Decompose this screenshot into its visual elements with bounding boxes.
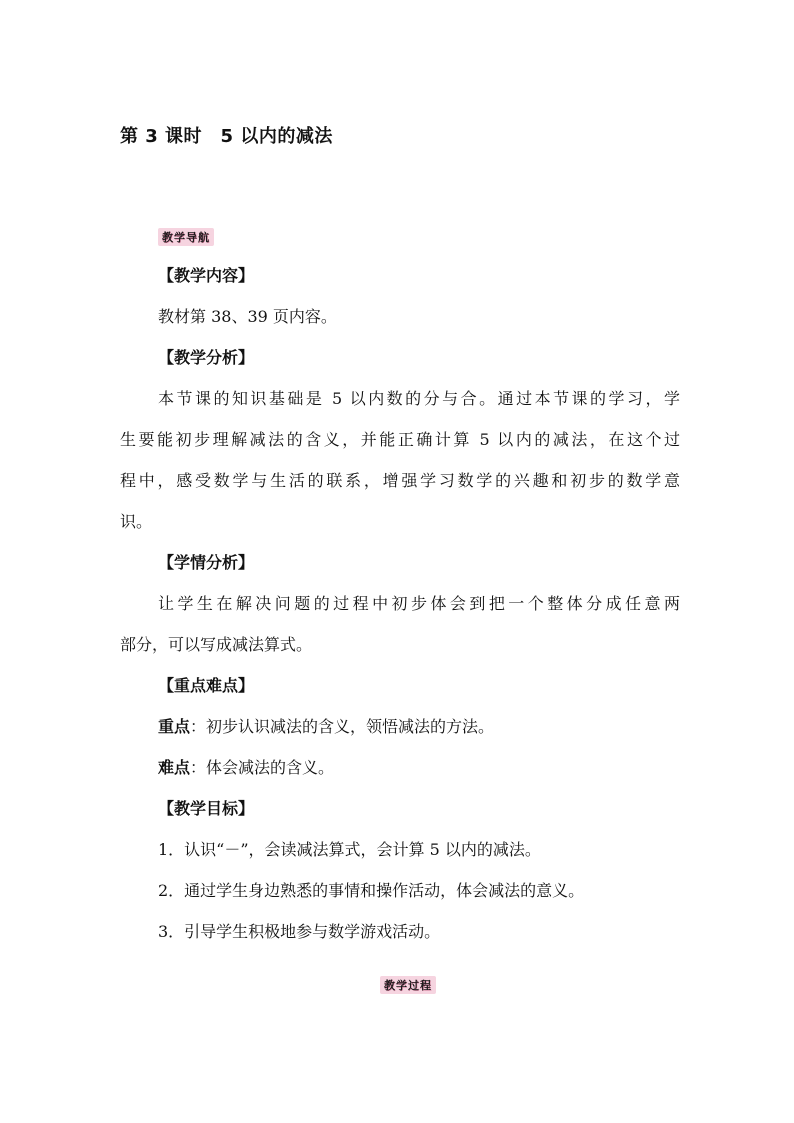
analysis-line: 生要能初步理解减法的含义，并能正确计算 5 以内的减法，在这个过 [120,430,680,449]
analysis-line: 识。 [120,512,153,531]
key-point-label: 重点 [158,717,191,736]
content-text: 教材第 38、39 页内容。 [158,307,337,326]
goal-item: 2．通过学生身边熟悉的事情和操作活动，体会减法的意义。 [158,881,585,900]
teaching-guide-badge: 教学导航 [158,228,214,246]
lesson-title: 第 3 课时 5 以内的减法 [120,126,333,147]
difficulty-label: 难点 [158,758,191,777]
keypoints-heading: 【重点难点】 [158,676,255,695]
analysis-line: 程中，感受数学与生活的联系，增强学习数学的兴趣和初步的数学意 [120,471,680,490]
situation-line: 让学生在解决问题的过程中初步体会到把一个整体分成任意两 [158,594,680,613]
situation-heading: 【学情分析】 [158,553,255,572]
content-heading: 【教学内容】 [158,266,255,285]
difficulty-point [120,747,680,788]
goal-item: 3．引导学生积极地参与数学游戏活动。 [158,922,441,941]
situation-line: 部分，可以写成减法算式。 [120,635,313,654]
analysis-line: 本节课的知识基础是 5 以内数的分与合。通过本节课的学习，学 [158,389,680,408]
goals-heading: 【教学目标】 [158,799,255,818]
difficulty-text: ：体会减法的含义。 [190,758,335,777]
teaching-process-badge: 教学过程 [380,976,436,994]
key-point-text: ：初步认识减法的含义，领悟减法的方法。 [190,717,495,736]
key-point [120,706,680,747]
analysis-heading: 【教学分析】 [158,348,255,367]
goal-item: 1．认识“－”，会读减法算式，会计算 5 以内的减法。 [158,840,541,859]
lesson-body [120,255,680,952]
